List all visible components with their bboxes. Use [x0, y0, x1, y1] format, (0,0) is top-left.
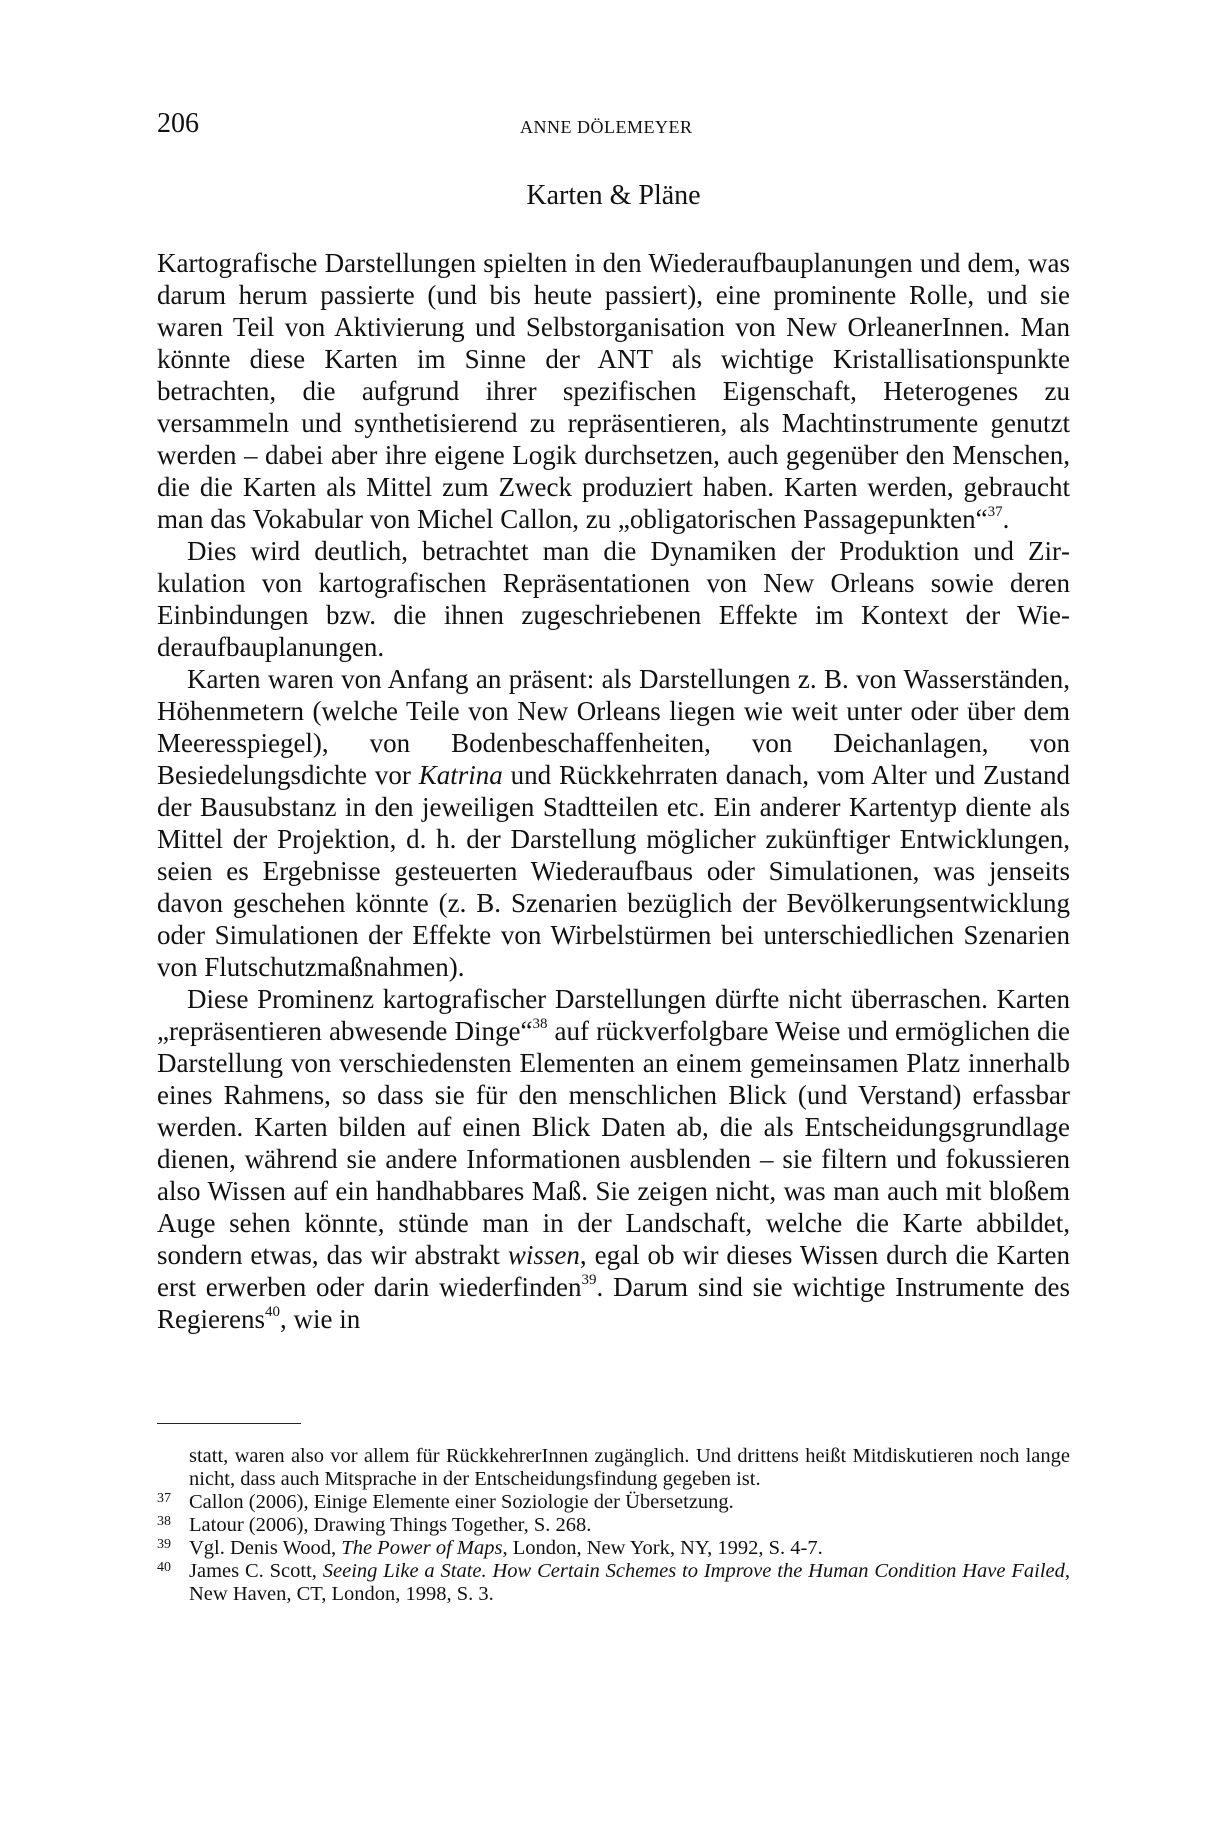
footnote-title: Seeing Like a State. How Certain Schemes to Improve the Human Condition Have Failed [322, 1560, 1065, 1582]
paragraph-4-text-b: auf rückverfolgbare Weise und ermöglichen die Darstellung von verschiedensten Elementen an einem gemeinsamen Platz innerhalb eines Rahmens, so dass sie für den menschlichen Blick (und Verstand) erfassbar werden. Karten bilden auf einen Blick Daten ab, die als Entscheidungsgrundlage dienen, während sie andere Informationen ausblenden – sie filtern und fokussieren also Wissen auf ein handhabbares Maß. Sie zeigen nicht, was man auch mit bloßem Auge sehen könnte, stünde man in der Landschaft, welche die Karte abbildet, sondern etwas, das wir abstrakt [157, 1016, 1071, 1270]
paragraph-3 [157, 663, 1070, 983]
footnote-38 [157, 1514, 1070, 1537]
paragraph-1 [157, 247, 1070, 535]
footnote-number: 40 [157, 1560, 171, 1575]
footnote-number: 38 [157, 1514, 171, 1529]
footnote-text: Latour (2006), Drawing Things Together, S. 268. [189, 1514, 592, 1536]
footnote-ref-40[interactable]: 40 [264, 1304, 280, 1320]
paragraph-3-text-a: Karten waren von Anfang an präsent: als Darstellungen z. B. von Wasserständen, Höhenmetern (welche Teile von New Orleans liegen wie weit unter oder über dem Meeresspiegel), von Bodenbeschaffenheiten, von Deichanlagen, von Besiedelungsdichte vor [157, 664, 1070, 790]
footnote-40 [157, 1560, 1070, 1606]
page-header [157, 108, 1070, 148]
paragraph-3-emphasis: Katrina [418, 760, 503, 790]
footnote-text: Callon (2006), Einige Elemente einer Soziologie der Übersetzung. [189, 1491, 734, 1513]
footnote-ref-39[interactable]: 39 [581, 1272, 597, 1288]
paragraph-2: Dies wird deutlich, betrachtet man die Dynamiken der Produktion und Zirkulation von kartografischen Repräsentationen von New Orleans sowie deren Einbindungen bzw. die ihnen zugeschriebenen Effekte im Kontext der Wiederaufbauplanungen. [157, 536, 1070, 662]
footnote-title: The Power of Maps [341, 1537, 503, 1559]
page-number: 206 [157, 108, 199, 139]
section-title: Karten & Pläne [526, 180, 701, 211]
footnote-37 [157, 1491, 1070, 1514]
footnote-text-b: , London, New York, NY, 1992, S. 4-7. [502, 1537, 823, 1559]
footnote-ref-38[interactable]: 38 [532, 1016, 548, 1032]
paragraph-1-end: . [1002, 504, 1010, 534]
footnote-text-a: James C. Scott, [189, 1560, 323, 1582]
paragraph-4 [157, 983, 1070, 1335]
running-head: ANNE DÖLEMEYER [520, 117, 693, 137]
footnote-text-b: , New Haven, CT, London, 1998, S. 3. [189, 1560, 1070, 1605]
paragraph-1-text: Kartografische Darstellungen spielten in den Wiederaufbauplanungen und dem, was darum herum passierte (und bis heute passiert), eine prominente Rolle, und sie waren Teil von Aktivierung und Selbstorganisation von New OrleanerInnen. Man könnte diese Karten im Sinne der ANT als wichtige Kristallisationspunkte betrachten, die aufgrund ihrer spezifischen Eigenschaft, Heterogenes zu versammeln und synthetisierend zu repräsentieren, als Machtinstrumente genutzt werden – dabei aber ihre eigene Logik durchsetzen, auch gegenüber den Menschen, die die Karten als Mittel zum Zweck produziert haben. Karten werden, gebraucht man das Vokabular von Michel Callon, zu „obligatorischen Passagepunkten“ [157, 248, 1070, 534]
paragraph-4-text-d: . Darum sind sie wichtige Instrumente des Regierens [157, 1272, 1071, 1334]
body-text [157, 247, 1070, 1335]
footnote-continuation: statt, waren also vor allem für RückkehrerInnen zugänglich. Und drittens heißt Mitdiskutieren noch lange nicht, dass auch Mitsprache in der Entscheidungsfindung gegeben ist. [189, 1445, 1070, 1490]
footnotes [157, 1445, 1070, 1606]
footnote-ref-37[interactable]: 37 [987, 504, 1003, 520]
paragraph-4-text-c: , egal ob wir dieses Wissen durch die Karten erst erwerben oder darin wiederfinden [157, 1240, 1070, 1302]
paragraph-4-text-a: Diese Prominenz kartografischer Darstellungen dürfte nicht überraschen. Karten „repräsentieren abwesende Dinge“ [157, 984, 1070, 1046]
footnote-39 [157, 1537, 1070, 1560]
footnote-number: 39 [157, 1537, 171, 1552]
footnote-text-a: Vgl. Denis Wood, [189, 1537, 342, 1559]
footnote-number: 37 [157, 1491, 171, 1506]
paragraph-4-emphasis: wissen [507, 1240, 580, 1270]
footnote-divider [157, 1423, 301, 1424]
paragraph-3-text-b: und Rückkehrraten danach, vom Alter und Zustand der Bausubstanz in den jeweiligen Stadtteilen etc. Ein anderer Kartentyp diente als Mittel der Projektion, d. h. der Darstellung möglicher zukünftiger Entwicklungen, seien es Ergebnisse gesteuerten Wiederaufbaus oder Simulationen, was jenseits davon geschehen könnte (z. B. Szenarien bezüglich der Bevölkerungsentwicklung oder Simulationen der Effekte von Wirbelstürmen bei unterschiedlichen Szenarien von Flutschutzmaßnahmen). [157, 760, 1070, 982]
paragraph-4-text-e: , wie in [279, 1304, 361, 1334]
